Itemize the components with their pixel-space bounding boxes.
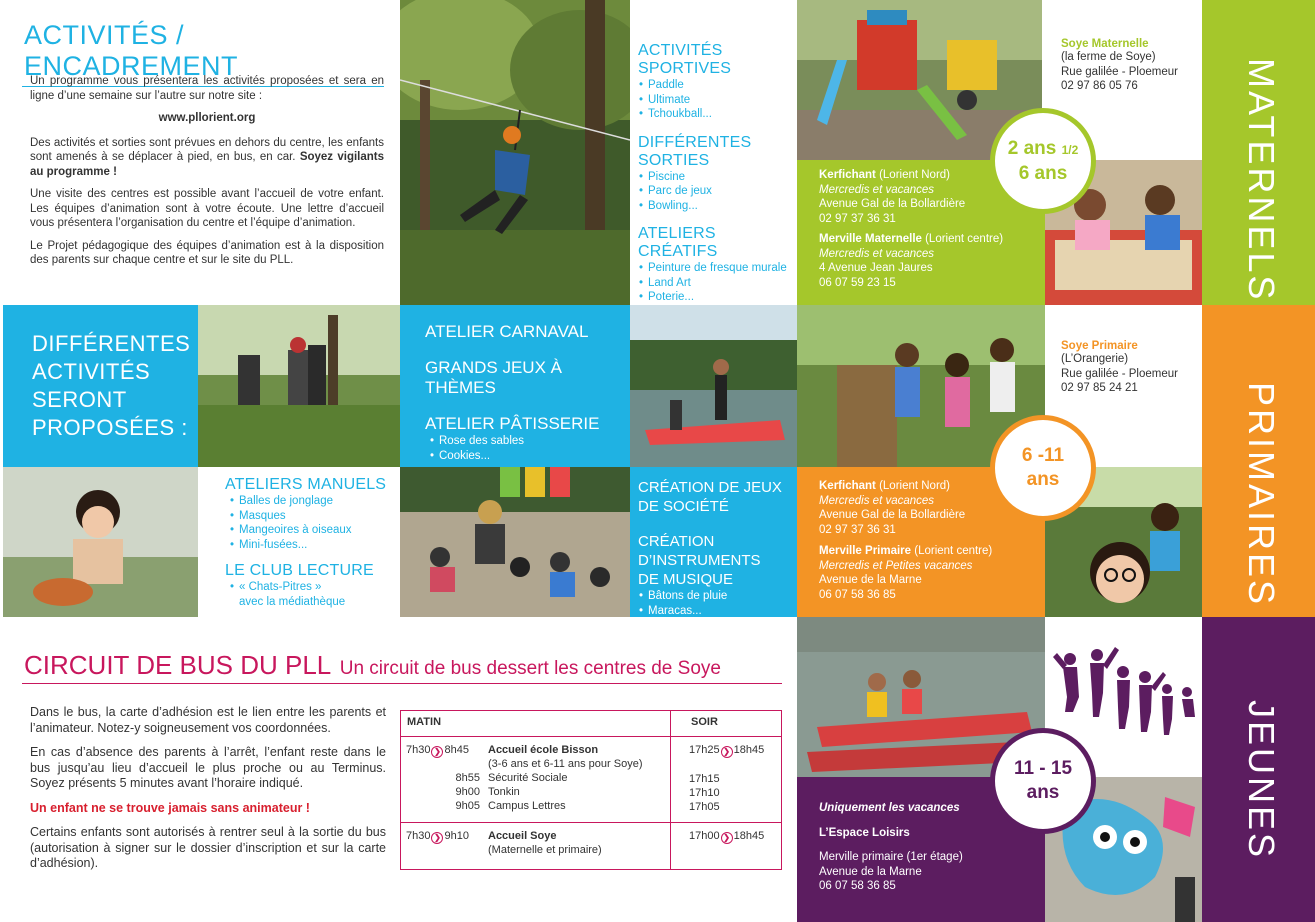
- activites-title: ACTIVITÉS / ENCADREMENT: [24, 20, 239, 81]
- maternels-merville-tel: 06 07 59 23 15: [819, 276, 896, 289]
- bus-g1-stop: Accueil école Bisson: [488, 744, 599, 756]
- list-item: • Peinture de fresque murale: [638, 261, 796, 276]
- bus-p1: Dans le bus, la carte d’adhésion est le lien entre les parents et l’animateur. Notez-y soigneusement vos coordonnées.: [30, 705, 386, 735]
- bus-table: [400, 710, 782, 870]
- bus-g2-stop: Accueil Soye: [488, 830, 557, 842]
- list-item: • Paddle: [638, 78, 796, 93]
- list-item: • Bowling...: [638, 199, 796, 214]
- jeunes-addr2: Avenue de la Marne: [819, 865, 922, 878]
- maternels-soye-tel: 02 97 86 05 76: [1061, 80, 1138, 92]
- bus-row: [406, 799, 664, 813]
- bus-g1-r1-stop: Sécurité Sociale: [488, 772, 568, 784]
- maternels-age-frac: 1/2: [1061, 142, 1079, 157]
- bus-g1-r1-soir: 17h15: [689, 773, 720, 785]
- primaires-soye-tel: 02 97 85 24 21: [1061, 382, 1138, 394]
- maternels-merville: [819, 232, 1029, 247]
- bus-g1-s-from: 17h25: [689, 744, 720, 756]
- maternels-age-circle: [990, 108, 1096, 214]
- differentes-line2: ACTIVITÉS: [32, 359, 151, 384]
- activites-p2-bold: Soyez vigilants au programme !: [30, 151, 384, 178]
- primaires-label: PRIMAIRES: [1241, 382, 1282, 608]
- patisserie-head: ATELIER PÂTISSERIE: [425, 414, 600, 433]
- activites-p2: [30, 136, 384, 180]
- sorties-list: [638, 170, 796, 214]
- lecture-line2: avec la médiathèque: [239, 595, 346, 608]
- primaires-kerfichant-name: Kerfichant: [819, 480, 876, 492]
- list-item: • Poterie...: [638, 290, 796, 305]
- bus-g1-r3-time: 9h05: [455, 800, 480, 812]
- bus-g1-r2-time: 9h00: [455, 786, 480, 798]
- bus-stop: [488, 829, 602, 857]
- maternels-soye: [1061, 38, 1201, 94]
- bus-g2-from: 7h30: [406, 830, 431, 842]
- list-item: • Masques: [229, 509, 395, 524]
- bus-subtitle: Un circuit de bus dessert les centres de Soye: [339, 658, 721, 679]
- jeunes-name: L’Espace Loisirs: [819, 826, 910, 839]
- differentes-line1: DIFFÉRENTES: [32, 331, 191, 356]
- bus-head-matin: MATIN: [401, 711, 671, 736]
- photo-park-games: [198, 305, 400, 467]
- photo-circle-kids: [400, 467, 630, 617]
- maternels-age-line2: 6 ans: [1018, 162, 1068, 184]
- list-item: • Tchoukball...: [638, 107, 796, 122]
- primaires-merville-name: Merville Primaire: [819, 545, 912, 557]
- bus-p2: En cas d’absence des parents à l’arrêt, l’enfant reste dans le bus jusqu’au lieu d’accueil le plus proche ou au Terminus. Soyez présents 5 minutes avant l’horaire indiqué.: [30, 745, 386, 790]
- bus-g1-to: 8h45: [444, 744, 469, 756]
- creation-instr: [638, 532, 796, 589]
- primaires-kerfichant-loc: (Lorient Nord): [875, 480, 951, 492]
- bus-header: [24, 650, 784, 681]
- primaires-merville-tel: 06 07 58 36 85: [819, 588, 896, 601]
- bus-soir-spacer: [689, 758, 777, 772]
- creatifs-list: [638, 261, 796, 305]
- lecture-list: [229, 580, 395, 609]
- maternels-merville-loc: (Lorient centre): [921, 233, 1004, 245]
- bus-group-1-matin: [401, 737, 671, 822]
- creation-jeux: [638, 478, 796, 516]
- sorties-head: DIFFÉRENTES SORTIES: [638, 133, 752, 169]
- patisserie-list: [429, 434, 625, 463]
- bus-g2-to: 9h10: [444, 830, 469, 842]
- maternels-soye-name: Soye Maternelle: [1061, 38, 1149, 50]
- bus-g1-stop-sub: (3-6 ans et 6-11 ans pour Soye): [488, 758, 643, 770]
- jeunes-tel: 06 07 58 36 85: [819, 880, 896, 892]
- bus-group-1: [401, 737, 781, 823]
- photo-painting-child: [3, 467, 198, 617]
- list-item: • Mini-fusées...: [229, 538, 395, 553]
- bus-g2-stop-sub: (Maternelle et primaire): [488, 844, 602, 856]
- jeunes-addr1: Merville primaire (1er étage): [819, 851, 963, 863]
- manuels-list: [229, 494, 395, 552]
- bus-stop: [488, 743, 643, 771]
- creation-jeux-line1: CRÉATION DE JEUX: [638, 479, 782, 496]
- creation-text: [638, 478, 796, 618]
- arrow-right-icon: ❯: [721, 746, 733, 758]
- manuels-section: [225, 476, 395, 609]
- creation-jeux-line2: DE SOCIÉTÉ: [638, 498, 729, 515]
- jeux-head: GRANDS JEUX À THÈMES: [425, 358, 562, 397]
- primaires-merville-when: Mercredis et Petites vacances: [819, 559, 973, 572]
- list-item: • Maracas...: [638, 604, 796, 619]
- bus-table-header: [401, 711, 781, 737]
- arrow-right-icon: ❯: [721, 832, 733, 844]
- lecture-head: LE CLUB LECTURE: [225, 562, 374, 579]
- bus-g1-r3-soir: 17h05: [689, 801, 720, 813]
- photo-paddle: [630, 305, 797, 467]
- bus-group-1-soir: [671, 737, 781, 822]
- list-item: • Mangeoires à oiseaux: [229, 523, 395, 538]
- maternels-merville-name: Merville Maternelle: [819, 233, 922, 245]
- mid-cyan-text: [425, 322, 625, 463]
- activites-p4: Le Projet pédagogique des équipes d’animation est à la disposition des parents sur chaque centre et sur le site du PLL.: [30, 239, 384, 266]
- bus-g1-s-to: 18h45: [733, 744, 765, 756]
- bus-g2-s-to: 18h45: [733, 830, 765, 842]
- primaires-kerfichant-addr: Avenue Gal de la Bollardière: [819, 509, 966, 521]
- bus-time-range: [406, 829, 488, 857]
- bus-time-range: [406, 743, 488, 771]
- bus-group-2-soir: [671, 823, 781, 869]
- primaires-soye-addr: Rue galilée - Ploemeur: [1061, 367, 1178, 380]
- lecture-line1: « Chats-Pitres »: [239, 581, 322, 593]
- bus-g1-r2-soir: 17h10: [689, 787, 720, 799]
- bus-body: [30, 705, 386, 872]
- bus-underline: [22, 683, 782, 684]
- primaires-age-circle: [990, 415, 1096, 521]
- bus-group-2-matin: [401, 823, 671, 869]
- jeunes-age-circle: [990, 728, 1096, 834]
- sportives-list: [638, 78, 796, 122]
- primaires-age-line1: 6 -11: [1021, 445, 1065, 466]
- bus-row: [406, 785, 664, 799]
- maternels-age-main: 2 ans: [1007, 137, 1057, 159]
- arrow-right-icon: ❯: [431, 746, 443, 758]
- differentes-text: [32, 330, 190, 442]
- bus-row: [406, 743, 664, 771]
- creation-instr-line2: DE MUSIQUE: [638, 571, 734, 588]
- list-item: • Ultimate: [638, 93, 796, 108]
- carnaval-head: ATELIER CARNAVAL: [425, 322, 589, 341]
- jeunes-age-line1: 11 - 15: [1013, 758, 1073, 779]
- bus-group-2: [401, 823, 781, 869]
- bus-g1-r3-stop: Campus Lettres: [488, 800, 566, 812]
- maternels-kerfichant-addr: Avenue Gal de la Bollardière: [819, 198, 966, 210]
- list-item: • Piscine: [638, 170, 796, 185]
- jeunes-label: JEUNES: [1241, 700, 1282, 861]
- list-item: [229, 580, 395, 609]
- list-item: • Land Art: [638, 276, 796, 291]
- maternels-kerfichant-when: Mercredis et vacances: [819, 183, 935, 196]
- primaires-merville-addr: Avenue de la Marne: [819, 574, 922, 586]
- bus-head-soir: SOIR: [691, 716, 718, 728]
- arrow-right-icon: ❯: [431, 832, 443, 844]
- maternels-soye-addr: Rue galilée - Ploemeur: [1061, 65, 1178, 78]
- list-item: • Rose des sables: [429, 434, 625, 449]
- manuels-head: ATELIERS MANUELS: [225, 476, 387, 493]
- creation-list: [638, 589, 796, 618]
- maternels-label: MATERNELS: [1241, 58, 1282, 303]
- differentes-line3: SERONT: [32, 387, 127, 412]
- primaires-kerfichant-when: Mercredis et vacances: [819, 494, 935, 507]
- activites-p2-text: Des activités et sorties sont prévues en dehors du centre, les enfants sont amenés à se déplacer à pied, en bus, en car.: [30, 136, 384, 163]
- list-item: • Bâtons de pluie: [638, 589, 796, 604]
- activites-p1: Un programme vous présentera les activités proposées et sera en ligne d’une semaine sur l’autre sur notre site :: [30, 75, 384, 102]
- maternels-kerfichant-name: Kerfichant: [819, 169, 876, 181]
- primaires-soye: [1061, 340, 1201, 396]
- activites-body: [30, 74, 384, 276]
- bus-row: [406, 771, 664, 785]
- bus-g1-r2-stop: Tonkin: [488, 786, 520, 798]
- sportives-head: ACTIVITÉS SPORTIVES: [638, 42, 732, 77]
- primaires-merville: [819, 544, 1034, 559]
- photo-zipline: [400, 0, 630, 305]
- maternels-merville-when: Mercredis et vacances: [819, 247, 935, 260]
- maternels-soye-sub: (la ferme de Soye): [1061, 51, 1156, 63]
- activites-p3: Une visite des centres est possible avant l’accueil de votre enfant. Les équipes d’animation sont à votre écoute. Une lettre d’accueil vous présentera l’organisation du centre et l’équipe d’animation.: [30, 188, 384, 229]
- primaires-age-line2: ans: [1026, 469, 1060, 490]
- bus-soir-range: [689, 743, 777, 758]
- bus-g2-s-from: 17h00: [689, 830, 720, 842]
- list-top: [638, 32, 796, 305]
- maternels-kerfichant-tel: 02 97 37 36 31: [819, 212, 896, 225]
- list-item: • Cookies...: [429, 449, 625, 464]
- primaires-kerfichant-tel: 02 97 37 36 31: [819, 523, 896, 536]
- primaires-soye-name: Soye Primaire: [1061, 340, 1138, 352]
- bus-p3: Certains enfants sont autorisés à rentrer seul à la sortie du bus (autorisation à signer sur le dossier d’inscription et sur la carte d’adhésion).: [30, 825, 386, 870]
- creation-instr-line1: CRÉATION D’INSTRUMENTS: [638, 533, 761, 569]
- bus-g1-r1-time: 8h55: [455, 772, 480, 784]
- bus-row: [406, 829, 664, 857]
- differentes-line4: PROPOSÉES :: [32, 415, 188, 440]
- maternels-merville-addr: 4 Avenue Jean Jaures: [819, 262, 933, 274]
- bus-warning: Un enfant ne se trouve jamais sans animateur !: [30, 800, 310, 815]
- primaires-merville-loc: (Lorient centre): [911, 545, 993, 557]
- bus-title: CIRCUIT DE BUS DU PLL: [24, 650, 332, 680]
- primaires-soye-sub: (L’Orangerie): [1061, 353, 1129, 365]
- creatifs-head: ATELIERS CRÉATIFS: [638, 225, 718, 260]
- jeunes-age-line2: ans: [1026, 782, 1060, 803]
- jeunes-when: Uniquement les vacances: [819, 802, 960, 814]
- maternels-age-line1: [1008, 137, 1079, 162]
- list-item: • Balles de jonglage: [229, 494, 395, 509]
- bus-g1-from: 7h30: [406, 744, 431, 756]
- activites-site[interactable]: www.pllorient.org: [158, 112, 256, 124]
- list-item: • Parc de jeux: [638, 184, 796, 199]
- maternels-kerfichant-loc: (Lorient Nord): [875, 169, 951, 181]
